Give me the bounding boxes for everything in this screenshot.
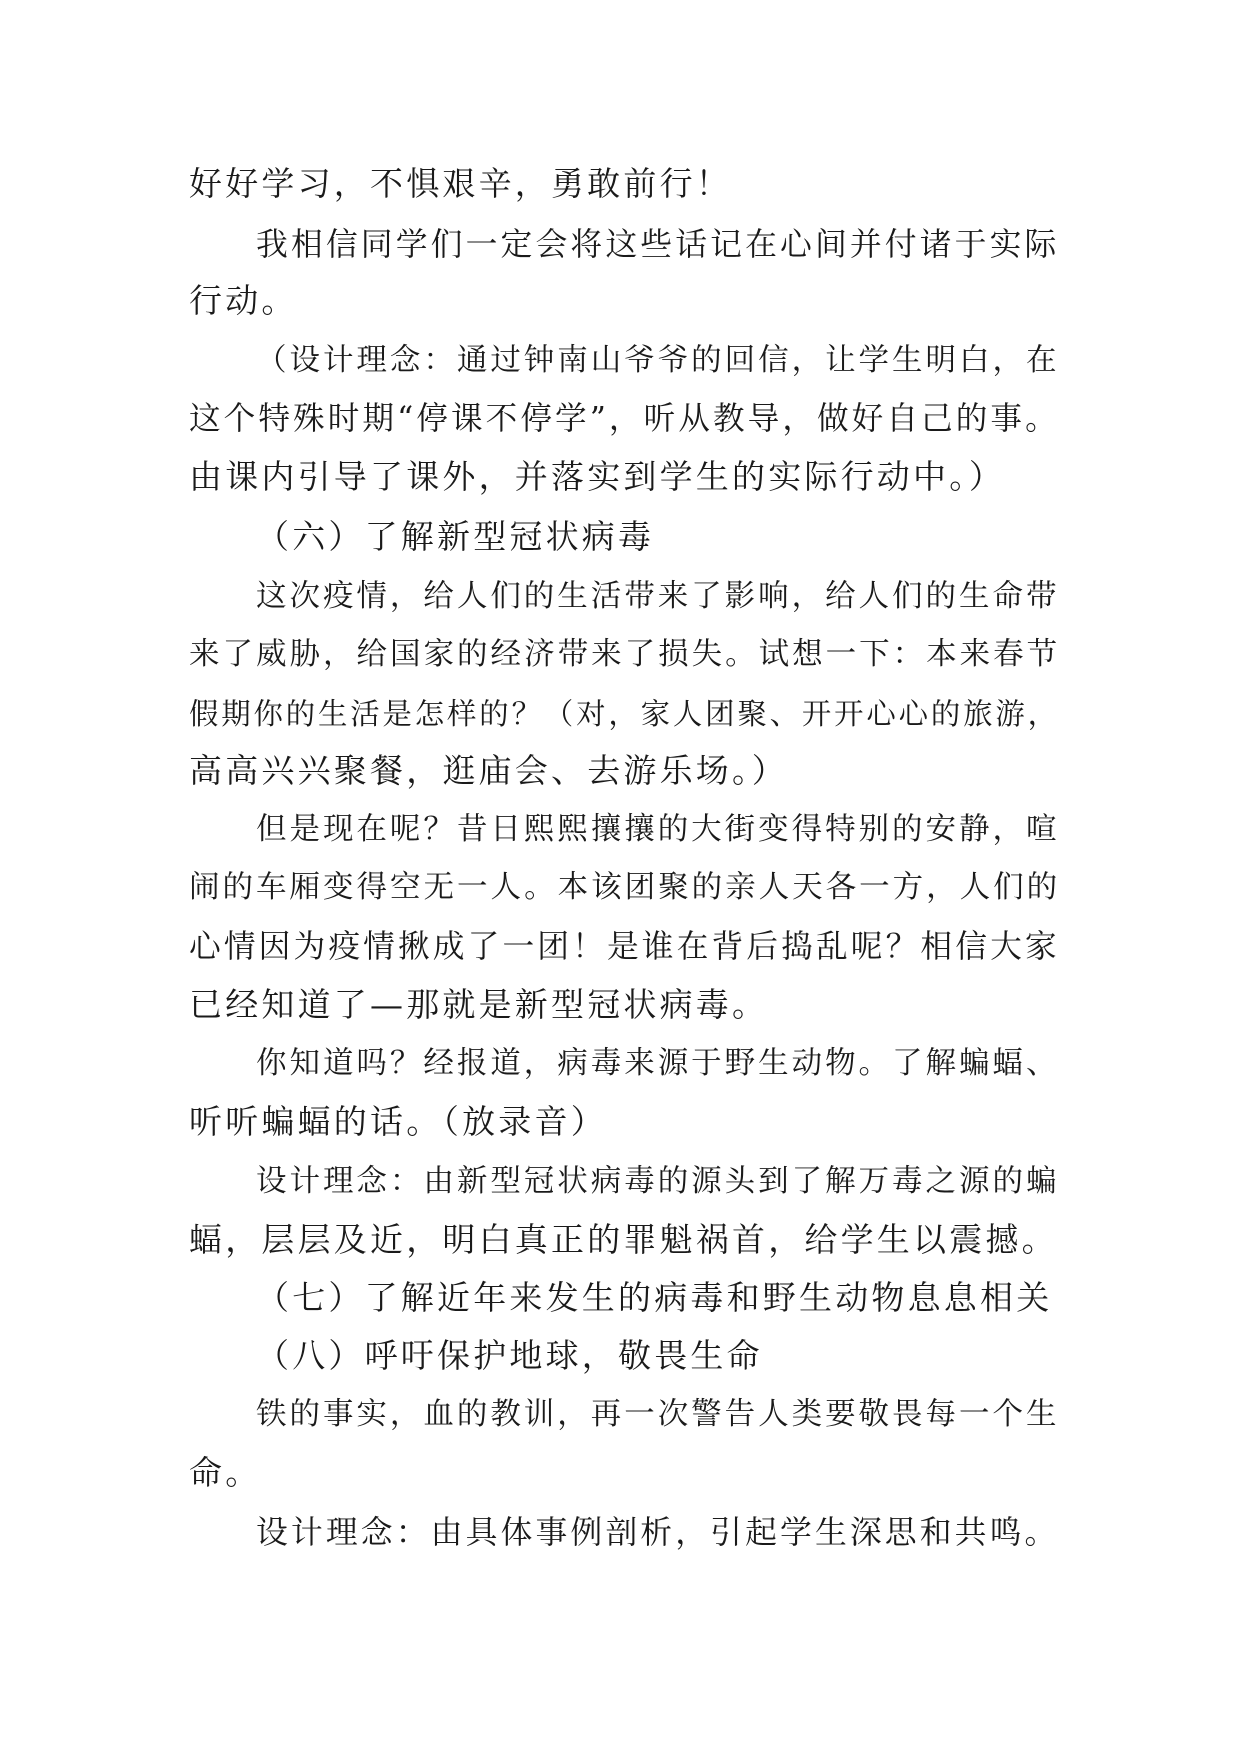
design-note-line: 设计理念：由具体事例剖析，引起学生深思和共鸣。 xyxy=(256,1513,1060,1551)
paragraph-first-line: 铁的事实，血的教训，再一次警告人类要敬畏每一个生 xyxy=(256,1397,1060,1432)
paragraph-first-line: 但是现在呢？昔日熙熙攘攘的大街变得特别的安静，喧 xyxy=(256,812,1060,847)
body-text-line: 听听蝙蝠的话。（放录音） xyxy=(189,1102,607,1141)
body-text-line: 行动。 xyxy=(189,281,298,320)
design-note-line: 由课内引导了课外，并落实到学生的实际行动中。） xyxy=(189,457,1006,496)
paragraph-first-line: 这次疫情，给人们的生活带来了影响，给人们的生命带 xyxy=(256,579,1060,614)
paragraph-first-line: 我相信同学们一定会将这些话记在心间并付诸于实际 xyxy=(256,225,1060,263)
design-note-line: 设计理念：由新型冠状病毒的源头到了解万毒之源的蝙 xyxy=(256,1164,1060,1199)
body-text-line: 心情因为疫情揪成了一团！是谁在背后捣乱呢？相信大家 xyxy=(189,929,1060,965)
body-text-line: 闹的车厢变得空无一人。本该团聚的亲人天各一方，人们的 xyxy=(189,870,1061,905)
body-text-line: 假期你的生活是怎样的？（对，家人团聚、开开心心的旅游， xyxy=(189,697,1060,731)
body-text-line: 来了威胁，给国家的经济带来了损失。试想一下：本来春节 xyxy=(189,637,1061,672)
section-heading-7: （七）了解近年来发生的病毒和野生动物息息相关 xyxy=(256,1278,1053,1317)
design-note-line: 蝠，层层及近，明白真正的罪魁祸首，给学生以震撼。 xyxy=(189,1220,1058,1259)
body-text-line: 已经知道了—那就是新型冠状病毒。 xyxy=(189,985,769,1024)
design-note-line: （设计理念：通过钟南山爷爷的回信，让学生明白，在 xyxy=(256,343,1060,378)
section-heading-6: （六）了解新型冠状病毒 xyxy=(256,517,655,556)
paragraph-first-line: 你知道吗？经报道，病毒来源于野生动物。了解蝙蝠、 xyxy=(256,1046,1060,1081)
body-text-line: 高高兴兴聚餐，逛庙会、去游乐场。） xyxy=(189,751,788,790)
design-note-line: 这个特殊时期“停课不停学”，听从教导，做好自己的事。 xyxy=(189,401,1060,437)
body-text-line: 好好学习，不惧艰辛，勇敢前行！ xyxy=(189,164,732,203)
body-text-line: 命。 xyxy=(189,1453,262,1492)
section-heading-8: （八）呼吁保护地球，敬畏生命 xyxy=(256,1336,763,1375)
